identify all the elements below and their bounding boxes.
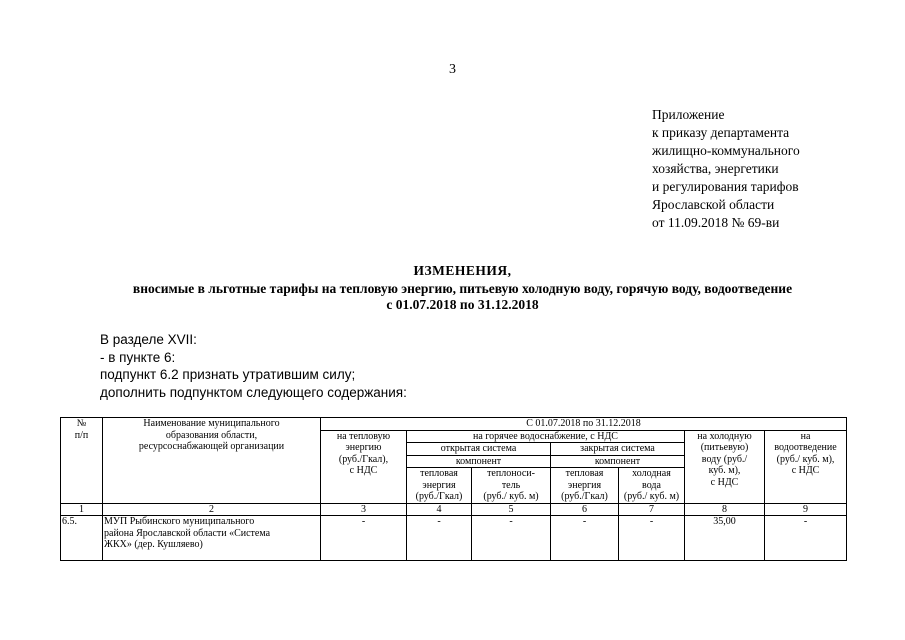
header-open-heat: тепловая энергия (руб./Гкал) <box>407 468 472 504</box>
header-component-closed: компонент <box>551 455 685 468</box>
column-number: 6 <box>551 503 619 516</box>
row-closed-cold-value: - <box>619 516 685 561</box>
annex-line: жилищно-коммунального <box>652 143 800 158</box>
header-closed-system: закрытая система <box>551 443 685 456</box>
row-heat-value: - <box>321 516 407 561</box>
document-subtitle: вносимые в льготные тарифы на тепловую энергию, питьевую холодную воду, горячую воду, водоотведение <box>132 281 793 296</box>
header-component-open: компонент <box>407 455 551 468</box>
header-sewerage: на водоотведение (руб./ куб. м), с НДС <box>765 430 847 503</box>
header-closed-cold: холодная вода (руб./ куб. м) <box>619 468 685 504</box>
column-number: 5 <box>472 503 551 516</box>
intro-line: - в пункте 6: <box>100 349 176 365</box>
header-closed-heat: тепловая энергия (руб./Гкал) <box>551 468 619 504</box>
row-cold-water-value: 35,00 <box>685 516 765 561</box>
annex-block <box>652 106 800 232</box>
intro-line: В разделе XVII: <box>100 332 197 347</box>
column-number: 7 <box>619 503 685 516</box>
header-period: С 01.07.2018 по 31.12.2018 <box>321 418 847 431</box>
row-sewerage-value: - <box>765 516 847 561</box>
column-number-row <box>61 503 847 516</box>
header-open-system: открытая система <box>407 443 551 456</box>
header-open-carrier: теплоноси- тель (руб./ куб. м) <box>472 468 551 504</box>
column-number: 4 <box>407 503 472 516</box>
column-number: 1 <box>61 503 103 516</box>
row-organization: МУП Рыбинского муниципального района Ярославской области «Система ЖКХ» (дер. Кушляево) <box>103 516 321 561</box>
table-row <box>61 516 847 561</box>
column-number: 3 <box>321 503 407 516</box>
header-heat: на тепловую энергию (руб./Гкал), с НДС <box>321 430 407 503</box>
intro-line: подпункт 6.2 признать утратившим силу; <box>100 367 356 382</box>
annex-line: хозяйства, энергетики <box>652 161 779 176</box>
row-closed-heat-value: - <box>551 516 619 561</box>
row-open-carrier-value: - <box>472 516 551 561</box>
annex-line: от 11.09.2018 № 69-ви <box>652 215 780 230</box>
document-period: с 01.07.2018 по 31.12.2018 <box>386 297 539 312</box>
intro-line: дополнить подпунктом следующего содержания: <box>100 384 407 400</box>
page-number: 3 <box>449 62 456 77</box>
row-open-heat-value: - <box>407 516 472 561</box>
document-title: ИЗМЕНЕНИЯ, <box>413 263 512 278</box>
header-hot-water: на горячее водоснабжение, с НДС <box>407 430 685 443</box>
annex-line: Ярославской области <box>652 197 775 212</box>
annex-line: к приказу департамента <box>652 125 790 140</box>
column-number: 9 <box>765 503 847 516</box>
header-num: № п/п <box>61 418 103 504</box>
annex-line: и регулирования тарифов <box>652 179 799 194</box>
header-organization: Наименование муниципального образования области, ресурсоснабжающей организации <box>103 418 321 504</box>
row-number: 6.5. <box>61 516 103 561</box>
intro-text <box>100 331 407 401</box>
header-cold-water: на холодную (питьевую) воду (руб./ куб. м), с НДС <box>685 430 765 503</box>
tariff-table <box>60 417 847 561</box>
column-number: 8 <box>685 503 765 516</box>
column-number: 2 <box>103 503 321 516</box>
annex-line: Приложение <box>652 107 725 122</box>
